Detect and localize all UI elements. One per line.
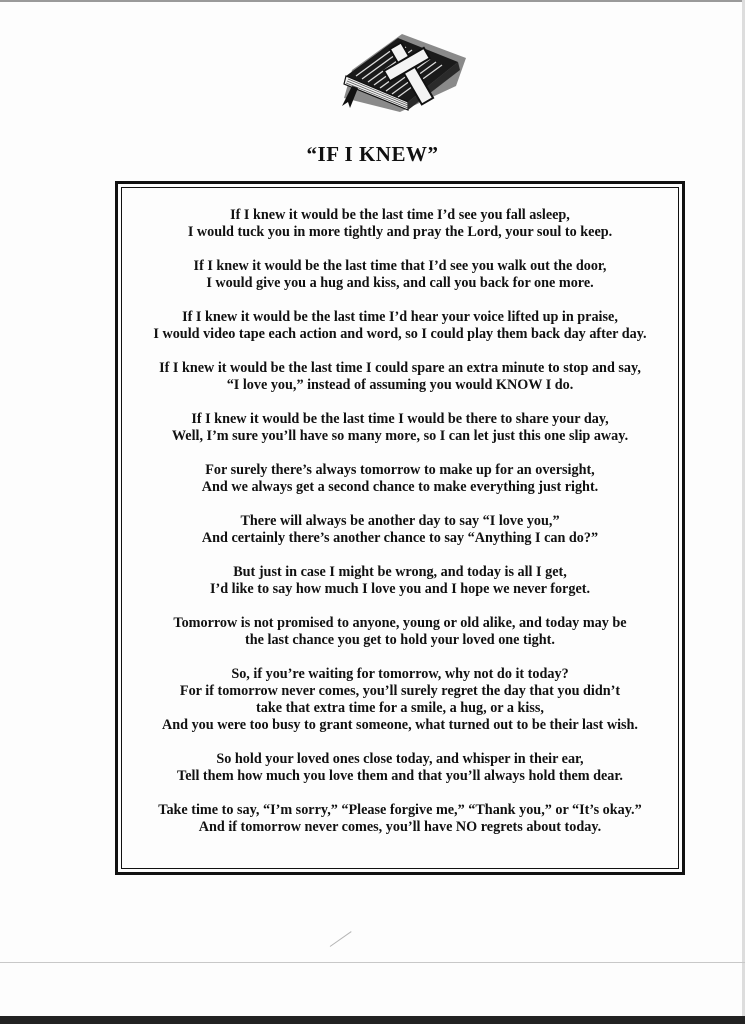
poem-line: Well, I’m sure you’ll have so many more, so I can let just this one slip away. bbox=[171, 428, 629, 444]
poem-stanza bbox=[126, 411, 674, 445]
poem-stanza bbox=[126, 513, 674, 547]
poem-stanza bbox=[126, 666, 674, 734]
poem-stanza bbox=[126, 360, 674, 394]
poem-line: I’d like to say how much I love you and I hope we never forget. bbox=[209, 581, 591, 597]
paper-fold-line bbox=[0, 962, 745, 963]
poem-line: If I knew it would be the last time I would be there to share your day, bbox=[191, 411, 609, 427]
poem-line: Tomorrow is not promised to anyone, young or old alike, and today may be bbox=[173, 615, 627, 631]
poem-line: Take time to say, “I’m sorry,” “Please forgive me,” “Thank you,” or “It’s okay.” bbox=[158, 802, 642, 818]
bible-with-cross-icon bbox=[330, 28, 470, 118]
poem-title: “IF I KNEW” bbox=[306, 142, 439, 166]
paper-bottom-edge bbox=[0, 1016, 745, 1024]
poem-line: If I knew it would be the last time I’d see you fall asleep, bbox=[230, 207, 570, 223]
poem-line: But just in case I might be wrong, and today is all I get, bbox=[233, 564, 567, 580]
poem-stanza bbox=[126, 615, 674, 649]
poem-stanza bbox=[126, 309, 674, 343]
poem-line: I would give you a hug and kiss, and call you back for one more. bbox=[206, 275, 594, 291]
poem-line: And certainly there’s another chance to say “Anything I can do?” bbox=[201, 530, 599, 546]
poem-line: take that extra time for a smile, a hug, or a kiss, bbox=[256, 700, 544, 716]
poem-line: I would tuck you in more tightly and pray the Lord, your soul to keep. bbox=[187, 224, 613, 240]
paper-top-edge bbox=[0, 0, 745, 2]
poem-stanza bbox=[126, 564, 674, 598]
poem-stanza bbox=[126, 462, 674, 496]
poem-body bbox=[126, 207, 674, 853]
poem-line: I would video tape each action and word, so I could play them back day after day. bbox=[153, 326, 647, 342]
poem-line: If I knew it would be the last time I’d hear your voice lifted up in praise, bbox=[182, 309, 618, 325]
poem-line: “I love you,” instead of assuming you would KNOW I do. bbox=[226, 377, 574, 393]
poem-stanza bbox=[126, 802, 674, 836]
poem-stanza bbox=[126, 207, 674, 241]
poem-line: For if tomorrow never comes, you’ll surely regret the day that you didn’t bbox=[179, 683, 621, 699]
poem-line: And we always get a second chance to make everything just right. bbox=[201, 479, 599, 495]
poem-line: So, if you’re waiting for tomorrow, why not do it today? bbox=[231, 666, 569, 682]
poem-stanza bbox=[126, 258, 674, 292]
poem-line: There will always be another day to say “I love you,” bbox=[240, 513, 560, 529]
poem-line: And you were too busy to grant someone, what turned out to be their last wish. bbox=[162, 717, 638, 733]
poem-stanza bbox=[126, 751, 674, 785]
poem-line: So hold your loved ones close today, and whisper in their ear, bbox=[216, 751, 584, 767]
poem-line: the last chance you get to hold your loved one tight. bbox=[245, 632, 555, 648]
poem-line: If I knew it would be the last time I could spare an extra minute to stop and say, bbox=[159, 360, 641, 376]
poem-line: Tell them how much you love them and that you’ll always hold them dear. bbox=[177, 768, 623, 784]
poem-line: And if tomorrow never comes, you’ll have NO regrets about today. bbox=[198, 819, 602, 835]
poem-line: If I knew it would be the last time that I’d see you walk out the door, bbox=[193, 258, 607, 274]
paper-crease bbox=[330, 931, 352, 947]
poem-line: For surely there’s always tomorrow to make up for an oversight, bbox=[205, 462, 595, 478]
